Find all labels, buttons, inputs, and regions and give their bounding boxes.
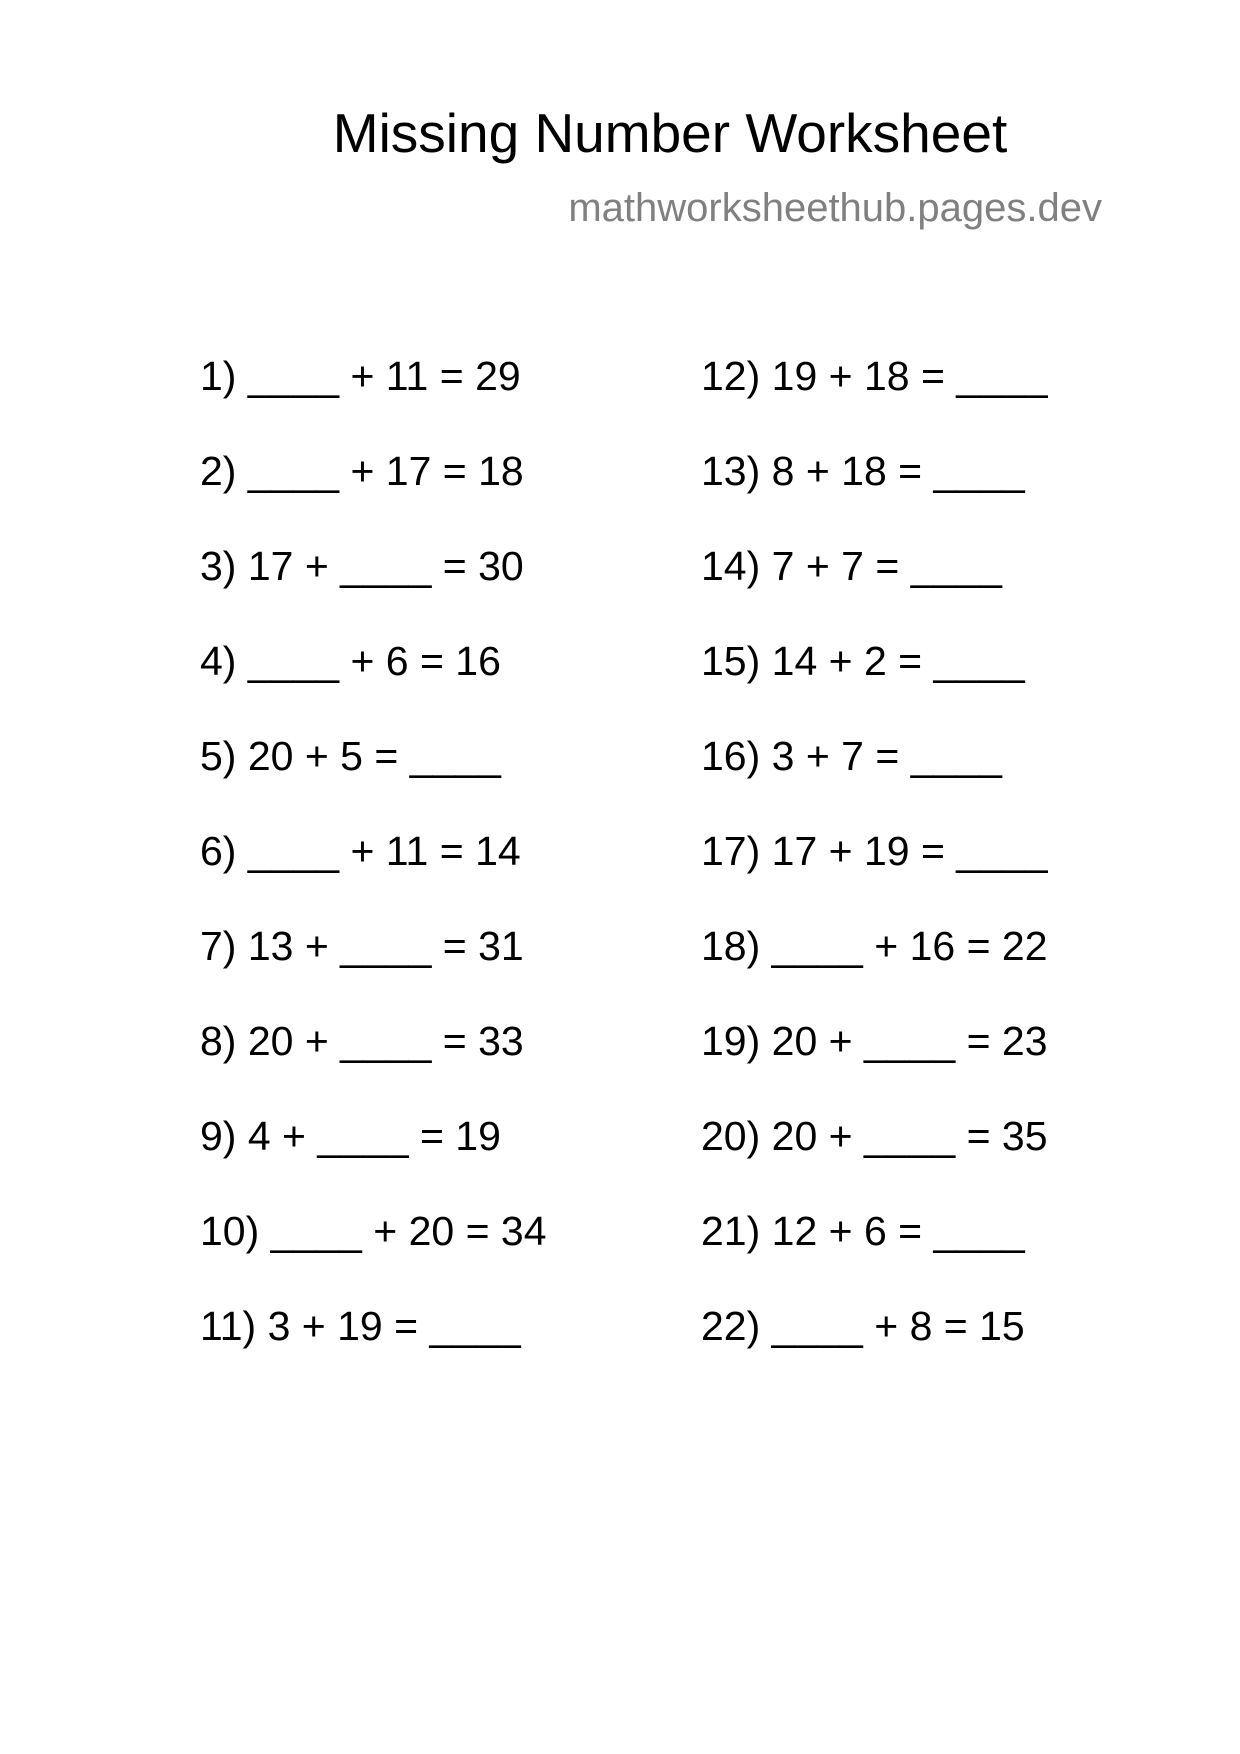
problem-7: 7) 13 + ____ = 31 bbox=[200, 923, 524, 969]
problems-left-column bbox=[200, 352, 547, 1397]
problem-5: 5) 20 + 5 = ____ bbox=[200, 733, 501, 779]
problem-11: 11) 3 + 19 = ____ bbox=[200, 1303, 521, 1349]
problem-21: 21) 12 + 6 = ____ bbox=[701, 1208, 1025, 1254]
problem-15: 15) 14 + 2 = ____ bbox=[701, 638, 1025, 684]
problem-10: 10) ____ + 20 = 34 bbox=[200, 1208, 547, 1254]
problem-13: 13) 8 + 18 = ____ bbox=[701, 448, 1025, 494]
problem-6: 6) ____ + 11 = 14 bbox=[200, 828, 521, 874]
problem-4: 4) ____ + 6 = 16 bbox=[200, 638, 501, 684]
problem-22: 22) ____ + 8 = 15 bbox=[701, 1303, 1025, 1349]
problem-12: 12) 19 + 18 = ____ bbox=[701, 353, 1048, 399]
problem-3: 3) 17 + ____ = 30 bbox=[200, 543, 524, 589]
problem-8: 8) 20 + ____ = 33 bbox=[200, 1018, 524, 1064]
problem-18: 18) ____ + 16 = 22 bbox=[701, 923, 1048, 969]
problem-17: 17) 17 + 19 = ____ bbox=[701, 828, 1048, 874]
problem-14: 14) 7 + 7 = ____ bbox=[701, 543, 1002, 589]
problem-9: 9) 4 + ____ = 19 bbox=[200, 1113, 501, 1159]
problems-right-column bbox=[701, 352, 1048, 1397]
problem-1: 1) ____ + 11 = 29 bbox=[200, 353, 521, 399]
problem-2: 2) ____ + 17 = 18 bbox=[200, 448, 524, 494]
problem-20: 20) 20 + ____ = 35 bbox=[701, 1113, 1048, 1159]
worksheet-title: Missing Number Worksheet bbox=[332, 102, 1008, 164]
problem-16: 16) 3 + 7 = ____ bbox=[701, 733, 1002, 779]
worksheet-source: mathworksheethub.pages.dev bbox=[568, 186, 1102, 230]
problem-19: 19) 20 + ____ = 23 bbox=[701, 1018, 1048, 1064]
